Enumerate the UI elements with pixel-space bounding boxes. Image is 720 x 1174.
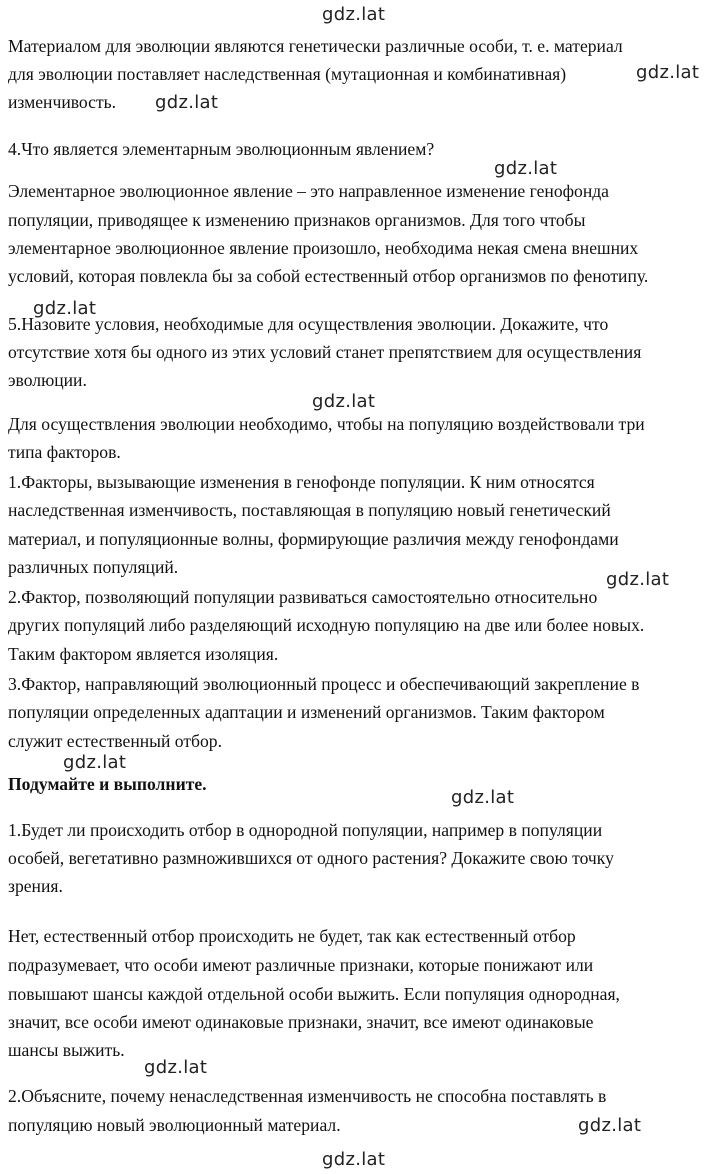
question-5: 5.Назовите условия, необходимые для осуществления эволюции. Докажите, что [8, 314, 609, 334]
text-line: Таким фактором является изоляция. [8, 644, 279, 664]
watermark: gdz.lat [155, 92, 219, 113]
watermark: gdz.lat [322, 4, 386, 25]
watermark: gdz.lat [636, 62, 700, 83]
watermark: gdz.lat [578, 1115, 642, 1136]
text-line: наследственная изменчивость, поставляющая в популяцию новый генетический [8, 500, 611, 520]
question-5-cont: отсутствие хотя бы одного из этих условий станет препятствием для осуществления [8, 342, 642, 362]
text-line: 2.Фактор, позволяющий популяции развиваться самостоятельно относительно [8, 587, 598, 607]
answer-line: шансы выжить. [8, 1040, 125, 1060]
question-2-cont: популяцию новый эволюционный материал. [8, 1115, 341, 1135]
text-line: типа факторов. [8, 442, 121, 462]
text-line: 1.Факторы, вызывающие изменения в генофонде популяции. К ним относятся [8, 472, 595, 492]
question-5-cont: эволюции. [8, 370, 87, 390]
text-line: Элементарное эволюционное явление – это направленное изменение генофонда [8, 181, 609, 201]
watermark: gdz.lat [33, 298, 97, 319]
text-line: популяции, приводящее к изменению признаков организмов. Для того чтобы [8, 210, 586, 230]
answer-line: Нет, естественный отбор происходить не будет, так как естественный отбор [8, 926, 576, 946]
text-line: элементарное эволюционное явление произошло, необходима некая смена внешних [8, 238, 639, 258]
text-line: изменчивость. [8, 92, 117, 112]
text-line: 3.Фактор, направляющий эволюционный процесс и обеспечивающий закрепление в [8, 674, 640, 694]
text-line: Для осуществления эволюции необходимо, чтобы на популяцию воздействовали три [8, 414, 645, 434]
text-line: популяции определенных адаптации и изменений организмов. Таким фактором [8, 702, 605, 722]
question-1-cont: особей, вегетативно размножившихся от одного растения? Докажите свою точку [8, 848, 614, 868]
question-1-cont: зрения. [8, 876, 63, 896]
text-line: Материалом для эволюции являются генетически различные особи, т. е. материал [8, 36, 623, 56]
answer-line: значит, все особи имеют одинаковые признаки, значит, все имеют одинаковые [8, 1012, 594, 1032]
text-line: для эволюции поставляет наследственная (мутационная и комбинативная) [8, 64, 567, 84]
watermark: gdz.lat [606, 569, 670, 590]
watermark: gdz.lat [451, 787, 515, 808]
text-line: материал, и популяционные волны, формирующие различия между генофондами [8, 529, 619, 549]
answer-line: подразумевает, что особи имеют различные признаки, которые понижают или [8, 955, 594, 975]
text-line: служит естественный отбор. [8, 731, 222, 751]
question-4: 4.Что является элементарным эволюционным явлением? [8, 139, 435, 159]
watermark: gdz.lat [144, 1057, 208, 1078]
watermark: gdz.lat [322, 1149, 386, 1170]
question-1: 1.Будет ли происходить отбор в однородной популяции, например в популяции [8, 820, 603, 840]
text-line: условий, которая повлекла бы за собой естественный отбор организмов по фенотипу. [8, 266, 649, 286]
watermark: gdz.lat [312, 391, 376, 412]
watermark: gdz.lat [63, 752, 127, 773]
text-line: различных популяций. [8, 557, 179, 577]
question-2: 2.Объясните, почему ненаследственная изменчивость не способна поставлять в [8, 1086, 607, 1106]
section-heading: Подумайте и выполните. [8, 774, 207, 794]
answer-line: повышают шансы каждой отдельной особи выжить. Если популяция однородная, [8, 984, 620, 1004]
watermark: gdz.lat [494, 158, 558, 179]
text-line: других популяций либо разделяющий исходную популяцию на две или более новых. [8, 615, 645, 635]
